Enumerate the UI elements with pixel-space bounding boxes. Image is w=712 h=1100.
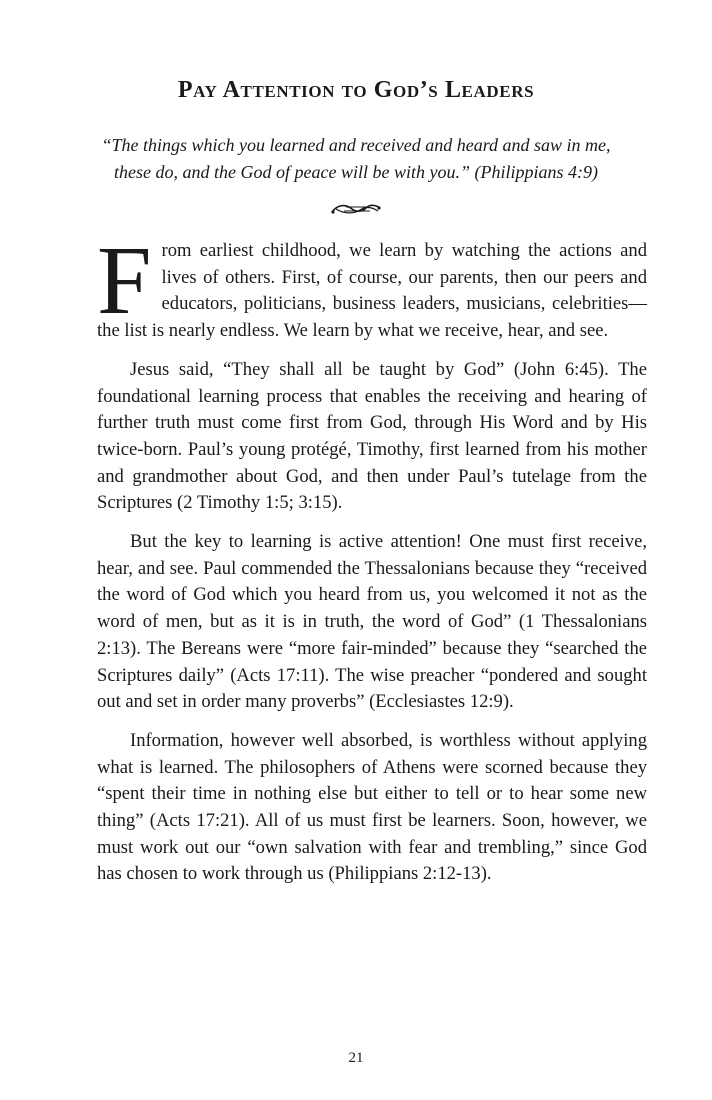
epigraph-line-1: “The things which you learned and received and heard and saw in me,: [101, 135, 611, 155]
paragraph-1: [97, 227, 647, 345]
drop-cap: F: [97, 227, 152, 335]
page-title: Pay Attention to God’s Leaders: [177, 77, 535, 103]
epigraph-quote: [0, 132, 712, 186]
paragraph-2: Jesus said, “They shall all be taught by God” (John 6:45). The foundational learning process that enables the receiving and hearing of further truth must come first from God, through His Word and by His twice-born. Paul’s young protégé, Timothy, first learned from his mother and grandmother about God, and then under Paul’s tutelage from the Scriptures (2 Timothy 1:5; 3:15).: [97, 358, 647, 514]
body-text: [97, 227, 647, 900]
paragraph-4: Information, however well absorbed, is worthless without applying what is learned. The philosophers of Athens were scorned because they “spent their time in nothing else but either to tell or to hear some new thing” (Acts 17:21). All of us must first be learners. Soon, however, we must work out our “own salvation with fear and trembling,” since God has chosen to work through us (Philippians 2:12-13).: [97, 729, 647, 885]
epigraph-line-2: these do, and the God of peace will be with you.” (Philippians 4:9): [114, 162, 598, 182]
paragraph-3: But the key to learning is active attention! One must first receive, hear, and see. Paul commended the Thessalonians because they “received the word of God which you heard from us, you welcomed it not as the word of men, but as it is in truth, the word of God” (1 Thessalonians 2:13). The Bereans were “more fair-minded” because they “searched the Scriptures daily” (Acts 17:11). The wise preacher “pondered and sought out and set in order many proverbs” (Ecclesiastes 12:9).: [97, 531, 647, 713]
paragraph-1-text: rom earliest childhood, we learn by watching the actions and lives of others. First, of course, our parents, then our peers and educators, politicians, business leaders, musicians, celebrities—the list is nearly endless. We learn by what we receive, hear, and see.: [97, 240, 647, 342]
flourish-ornament-icon: [328, 200, 384, 218]
page-number: 21: [348, 1050, 364, 1066]
